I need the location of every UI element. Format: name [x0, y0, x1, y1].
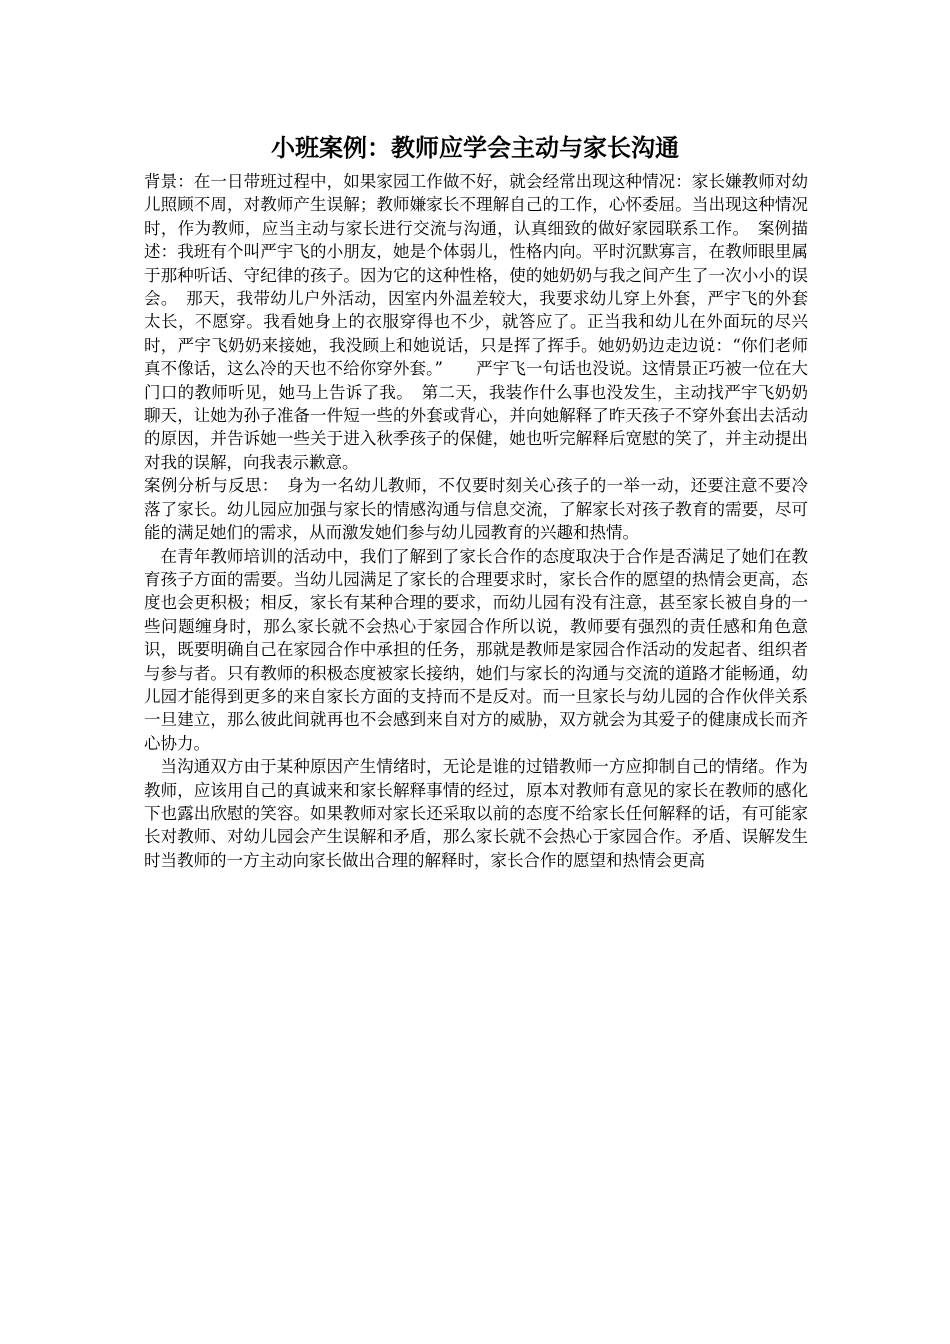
paragraph-training: 在青年教师培训的活动中，我们了解到了家长合作的态度取决于合作是否满足了她们在教育孩子方面的需要。当幼儿园满足了家长的合理要求时，家长合作的愿望的热情会更高，态度也会更积极；相反，家长有某种合理的要求，而幼儿园有没有注意，甚至家长被自身的一些问题缠身时，那么家长就不会热心于家园合作所以说，教师要有强烈的责任感和角色意识，既要明确自己在家园合作中承担的任务，那就是教师是家园合作活动的发起者、组织者与参与者。只有教师的积极态度被家长接纳，她们与家长的沟通与交流的道路才能畅通，幼儿园才能得到更多的来自家长方面的支持而不是反对。而一旦家长与幼儿园的合作伙伴关系一旦建立，那么彼此间就再也不会感到来自对方的威胁，双方就会为其爱子的健康成长而齐心协力。: [144, 546, 808, 753]
document-body: [144, 170, 808, 872]
paragraph-analysis: 案例分析与反思： 身为一名幼儿教师，不仅要时刻关心孩子的一举一动，还要注意不要冷落了家长。幼儿园应加强与家长的情感沟通与信息交流，了解家长对孩子教育的需要，尽可能的满足她们的需求，从而激发她们参与幼儿园教育的兴趣和热情。: [144, 476, 808, 543]
document-title: 小班案例：教师应学会主动与家长沟通: [271, 133, 679, 162]
paragraph-communication: 当沟通双方由于某种原因产生情绪时，无论是谁的过错教师一方应抑制自己的情绪。作为教师，应该用自己的真诚来和家长解释事情的经过，原本对教师有意见的家长在教师的感化下也露出欣慰的笑容。如果教师对家长还采取以前的态度不给家长任何解释的话，有可能家长对教师、对幼儿园会产生误解和矛盾，那么家长就不会热心于家园合作。矛盾、误解发生时当教师的一方主动向家长做出合理的解释时，家长合作的愿望和热情会更高: [144, 757, 808, 870]
paragraph-background: 背景：在一日带班过程中，如果家园工作做不好，就会经常出现这种情况：家长嫌教师对幼儿照顾不周，对教师产生误解；教师嫌家长不理解自己的工作，心怀委屈。当出现这种情况时，作为教师，应当主动与家长进行交流与沟通，认真细致的做好家园联系工作。 案例描述：我班有个叫严宇飞的小朋友，她是个体弱儿，性格内向。平时沉默寡言，在教师眼里属于那种听话、守纪律的孩子。因为它的这种性格，使的她奶奶与我之间产生了一次小小的误会。 那天，我带幼儿户外活动，因室内外温差较大，我要求幼儿穿上外套，严宇飞的外套太长，不愿穿。我看她身上的衣服穿得也不少，就答应了。正当我和幼儿在外面玩的尽兴时，严宇飞奶奶来接她，我没顾上和她说话，只是挥了挥手。她奶奶边走边说：“你们老师真不像话，这么冷的天也不给你穿外套。” 严宇飞一句话也没说。这情景正巧被一位在大门口的教师听见，她马上告诉了我。 第二天，我装作什么事也没发生，主动找严宇飞奶奶聊天，让她为孙子准备一件短一些的外套或背心，并向她解释了昨天孩子不穿外套出去活动的原因，并告诉她一些关于进入秋季孩子的保健，她也听完解释后宽慰的笑了，并主动提出对我的误解，向我表示歉意。: [144, 172, 808, 472]
